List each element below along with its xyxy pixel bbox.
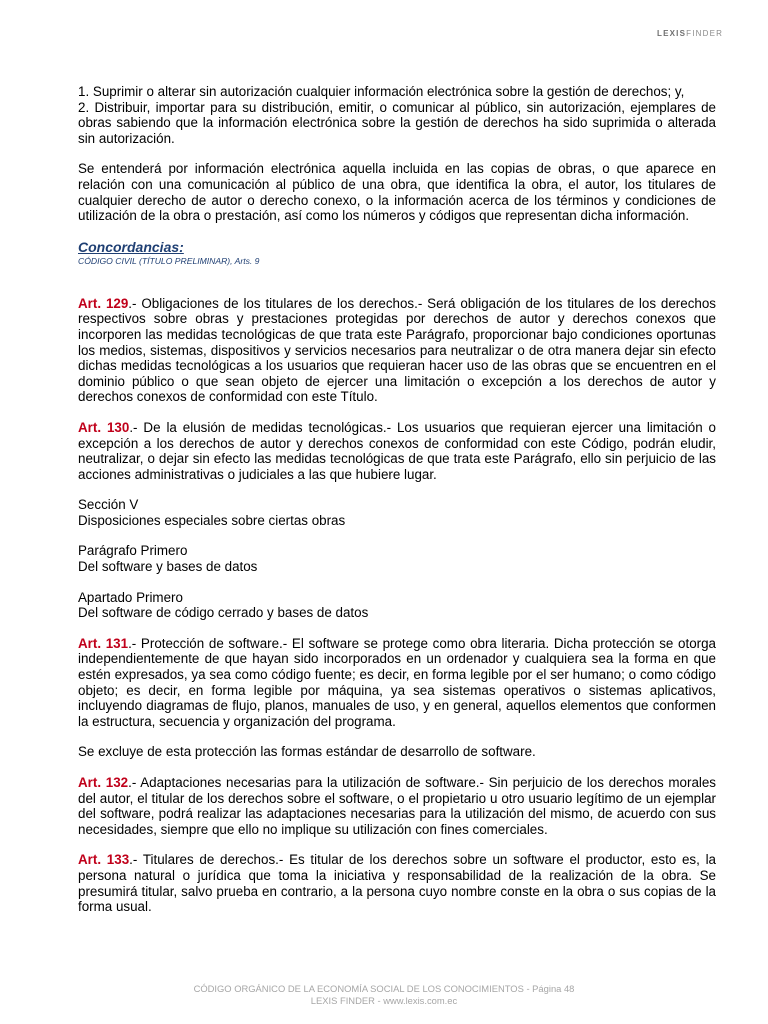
concordancias-heading: Concordancias: — [78, 238, 184, 255]
article-number: Art. 130 — [78, 419, 130, 435]
lexis-finder-logo — [657, 29, 723, 38]
subsection-label: Apartado Primero — [78, 589, 183, 605]
footer-site: LEXIS FINDER - www.lexis.com.ec — [310, 995, 458, 1006]
exclusion-paragraph: Se excluye de esta protección las formas estándar de desarrollo de software. — [78, 744, 536, 760]
document-body — [78, 84, 716, 915]
brand-bold: LEXIS — [657, 29, 687, 38]
article-number: Art. 133 — [78, 852, 130, 868]
article-text: .- Adaptaciones necesarias para la utilización de software.- Sin perjuicio de los derechos morales del autor, el titular de los derechos sobre el software, o el propietario u otro usuario legítimo de un ejemplar del software, podrá realizar las adaptaciones necesarias para la utilización del mismo, de acuerdo con sus necesidades, siempre que ello no implique su utilización con fines comerciales. — [78, 775, 717, 837]
article-133 — [78, 852, 716, 914]
section-label: Sección V — [78, 497, 139, 513]
concordancias-reference: CÓDIGO CIVIL (TÍTULO PRELIMINAR), Arts. 9 — [78, 255, 260, 266]
footer-title: CÓDIGO ORGÁNICO DE LA ECONOMÍA SOCIAL DE LOS CONOCIMIENTOS - Página 48 — [193, 983, 575, 994]
article-text: .- De la elusión de medidas tecnológicas.- Los usuarios que requieran ejercer una limitación o excepción a los derechos de autor y derechos conexos de conformidad con este Código, podrán eludir, neutralizar, o dejar sin efecto las medidas tecnológicas de que trata este Parágrafo, ello sin perjuicio de las acciones administrativas o judiciales a las que hubiere lugar. — [78, 419, 717, 482]
page-footer — [0, 983, 768, 1007]
paragraph-label: Parágrafo Primero — [78, 543, 188, 559]
article-129 — [78, 296, 716, 405]
article-130 — [78, 420, 716, 482]
article-number: Art. 132 — [78, 775, 129, 790]
article-text: .- Protección de software.- El software se protege como obra literaria. Dicha protección se otorga independientemente de que hayan sido incorporados en un ordenador y cualquiera sea la forma en que estén expresados, ya sea como código fuente; es decir, en forma legible por el ser humano; o como código objeto; es decir, en forma legible por máquina, ya sea sistemas operativos o sistemas aplicativos, incluyendo diagramas de flujo, planos, manuales de uso, y en general, aquellos elementos que conformen la estructura, secuencia y organización del programa. — [78, 635, 716, 729]
article-131 — [78, 636, 716, 730]
subsection-title: Del software de código cerrado y bases de datos — [78, 605, 369, 621]
brand-rest: FINDER — [686, 29, 724, 38]
section-title: Disposiciones especiales sobre ciertas obras — [78, 512, 346, 528]
list-item: 1. Suprimir o alterar sin autorización cualquier información electrónica sobre la gestión de derechos; y, — [78, 84, 685, 99]
paragraph-title: Del software y bases de datos — [78, 559, 258, 575]
definition-paragraph: Se entenderá por información electrónica aquella incluida en las copias de obras, o que aparece en relación con una comunicación al público de una obra, que identifica la obra, el autor, los titulares de cualquier derecho de autor o derecho conexo, o la información acerca de los términos y condiciones de utilización de la obra o prestación, así como los números y códigos que representan dicha información. — [78, 161, 716, 224]
article-132 — [78, 775, 716, 837]
article-text: .- Obligaciones de los titulares de los derechos.- Será obligación de los titulares de los derechos respectivos sobre obras y prestaciones protegidas por derechos de autor y derechos conexos que incorporen las medidas tecnológicas de que trata este Parágrafo, proporcionar bajo condiciones oportunas los medios, sistemas, dispositivos y servicios necesarios para neutralizar o de otra manera dejar sin efecto dichas medidas tecnológicas a los usuarios que requieran hacer uso de las obras que se encuentren en el dominio público o que sean objeto de ejercer una limitación o excepción a los derechos de autor y derechos conexos de conformidad con este Título. — [78, 295, 716, 405]
article-number: Art. 131 — [78, 635, 129, 651]
article-text: .- Titulares de derechos.- Es titular de los derechos sobre un software el productor, esto es, la persona natural o jurídica que toma la iniciativa y responsabilidad de la realización de la obra. Se presumirá titular, salvo prueba en contrario, a la persona cuyo nombre conste en la obra o sus copias de la forma usual. — [78, 852, 717, 915]
article-number: Art. 129 — [78, 295, 129, 311]
list-item: 2. Distribuir, importar para su distribución, emitir, o comunicar al público, sin autorización, ejemplares de obras sabiendo que la información electrónica sobre la gestión de derechos ha sido suprimida o alterada sin autorización. — [78, 99, 716, 146]
